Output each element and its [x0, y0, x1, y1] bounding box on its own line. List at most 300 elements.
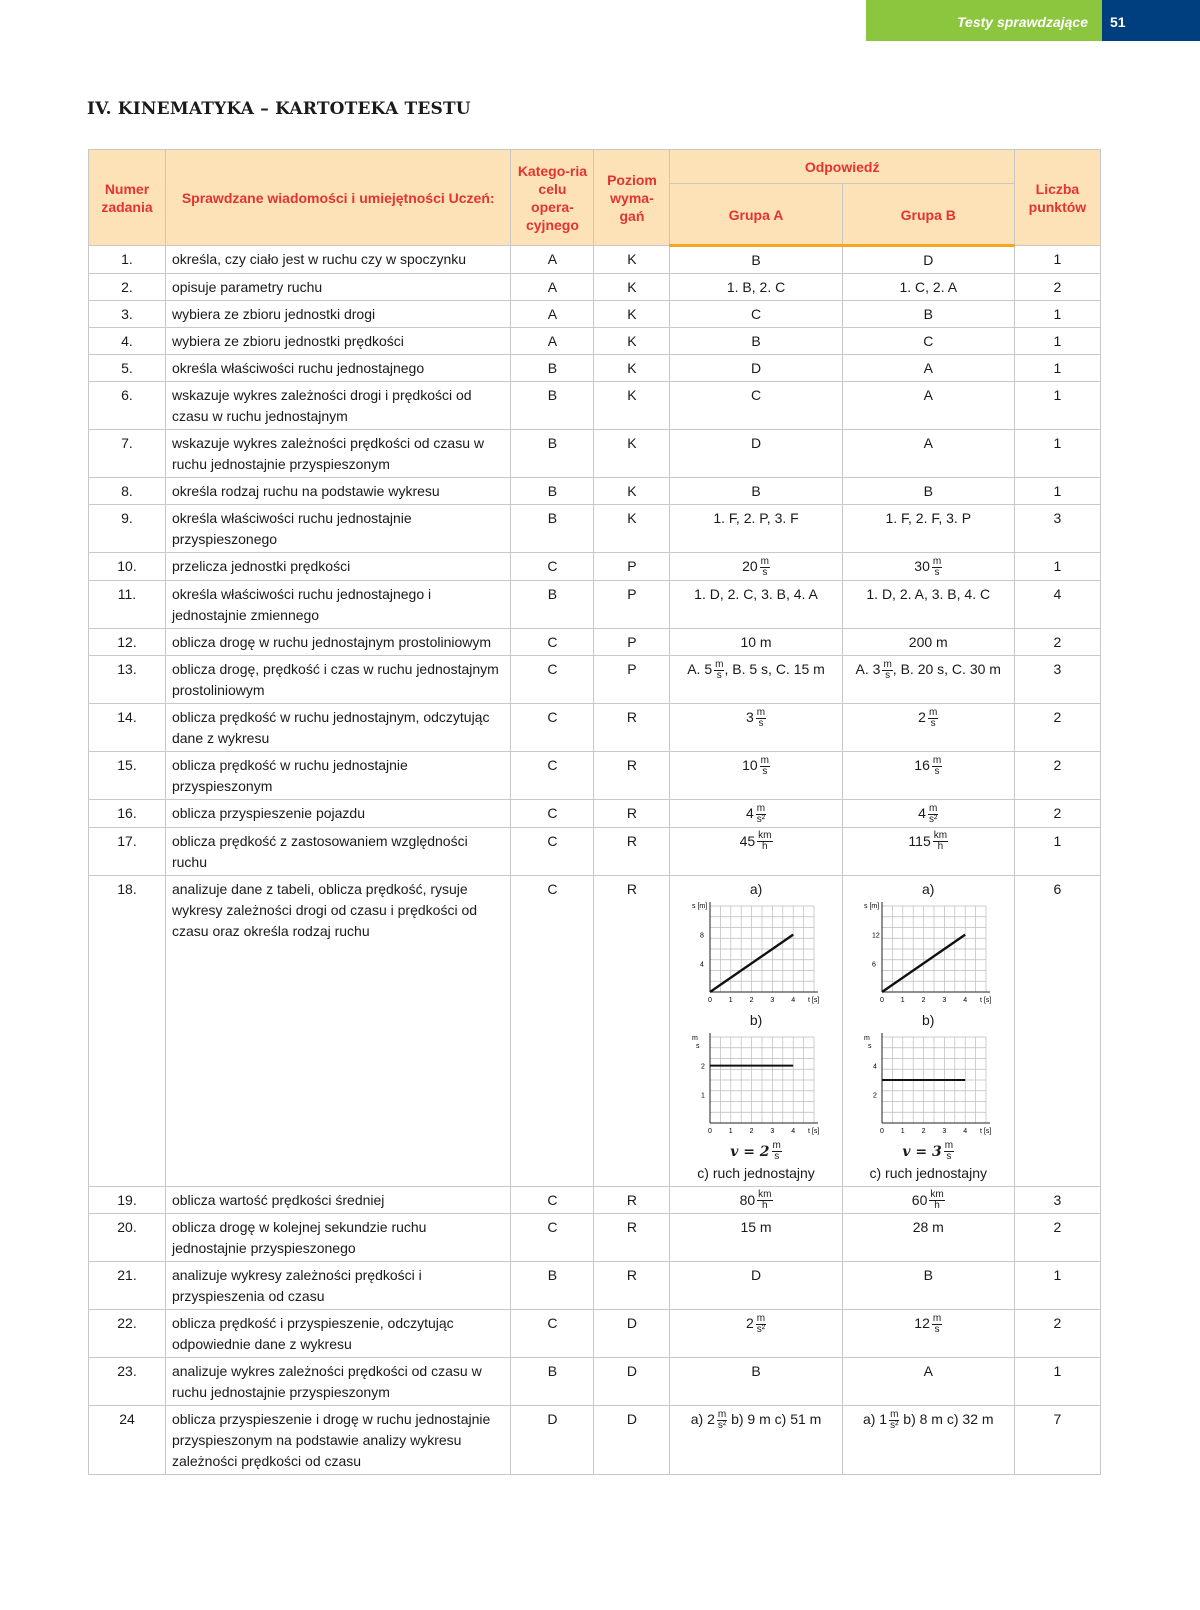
table-row	[89, 1214, 1101, 1262]
v-tick-label: 2	[701, 1063, 705, 1071]
skill-description: analizuje dane z tabeli, oblicza prędkość, rysuje wykresy zależności drogi od czasu i prędkości od czasu oraz określa rodzaj ruchu	[165, 875, 510, 1186]
answer-value: 1. F, 2. F, 3. P	[885, 510, 972, 526]
unit-fraction	[932, 557, 942, 578]
unit-fraction	[757, 831, 772, 852]
answer-value: B	[751, 483, 761, 499]
level: P	[594, 580, 670, 628]
level: P	[594, 553, 670, 581]
t-tick-label: 2	[749, 1127, 754, 1135]
category: C	[511, 799, 594, 827]
unit-denominator: s²	[928, 813, 938, 825]
skill-description: wybiera ze zbioru jednostki drogi	[165, 301, 510, 328]
t-axis-label: t [s]	[980, 1127, 992, 1135]
unit-fraction	[760, 557, 770, 578]
motion-type: c) ruch jednostajny	[697, 1164, 815, 1181]
level: K	[594, 246, 670, 274]
answer-a	[670, 1310, 842, 1358]
unit-fraction	[928, 708, 938, 729]
unit-fraction	[756, 804, 766, 825]
t-tick-label: 2	[921, 996, 926, 1004]
task-number: 20.	[89, 1214, 166, 1262]
t-tick-label: 4	[791, 996, 796, 1004]
graph-a-label: a)	[922, 880, 935, 897]
level: K	[594, 382, 670, 430]
t-tick-label: 1	[901, 996, 905, 1004]
answer-b	[842, 655, 1014, 703]
answer-value: A. 5	[687, 660, 713, 677]
skill-description: wskazuje wykres zależności drogi i prędkości od czasu w ruchu jednostajnym	[165, 382, 510, 430]
points: 2	[1014, 799, 1100, 827]
unit-denominator: s	[762, 566, 768, 578]
unit-numerator: m	[717, 1409, 727, 1421]
t-tick-label: 2	[749, 996, 754, 1004]
answer-a	[670, 580, 842, 628]
skill-description: oblicza przyspieszenie i drogę w ruchu jednostajnie przyspieszonym na podstawie analizy wykresu zależności prędkości od czasu	[165, 1406, 510, 1475]
unit-denominator: s	[934, 1324, 940, 1336]
answer-b	[842, 1358, 1014, 1406]
answer-b	[842, 328, 1014, 355]
points: 2	[1014, 274, 1100, 301]
answer-b	[842, 1406, 1014, 1475]
level: K	[594, 478, 670, 505]
velocity-value: v = 3	[902, 1143, 942, 1160]
skill-description: określa właściwości ruchu jednostajnego i jednostajnie zmiennego	[165, 580, 510, 628]
unit-fraction	[714, 660, 724, 681]
table-row	[89, 1406, 1101, 1475]
answer-value: 4	[918, 804, 926, 821]
answer-value: A	[923, 435, 933, 451]
unit-fraction	[760, 756, 770, 777]
answer-b	[842, 478, 1014, 505]
answer-value: C	[923, 333, 934, 349]
table-row	[89, 703, 1101, 751]
t-tick-label: 0	[708, 1127, 712, 1135]
skill-description: opisuje parametry ruchu	[165, 274, 510, 301]
level: R	[594, 751, 670, 799]
task-number: 13.	[89, 655, 166, 703]
answer-b	[842, 246, 1014, 274]
table-row	[89, 328, 1101, 355]
table-row	[89, 628, 1101, 655]
category: B	[511, 1262, 594, 1310]
task-number: 14.	[89, 703, 166, 751]
s-tick-label: 8	[700, 932, 704, 940]
answer-value: 115	[908, 832, 931, 849]
task-number: 8.	[89, 478, 166, 505]
v-tick-label: 1	[701, 1091, 705, 1099]
points: 4	[1014, 580, 1100, 628]
answer-value: 12	[914, 1315, 930, 1332]
t-tick-label: 0	[880, 1127, 885, 1135]
category: C	[511, 1186, 594, 1214]
task-number: 22.	[89, 1310, 166, 1358]
points: 7	[1014, 1406, 1100, 1475]
answer-b	[842, 505, 1014, 553]
answer-a	[670, 799, 842, 827]
answer-a	[670, 703, 842, 751]
answer-value: a) 1	[862, 1411, 888, 1428]
v-graph	[692, 1031, 820, 1141]
answer-rest: b) 8 m c) 32 m	[899, 1411, 994, 1428]
unit-numerator: m	[883, 658, 892, 670]
unit-numerator: m	[756, 706, 766, 718]
level: D	[594, 1358, 670, 1406]
answer-b	[842, 1310, 1014, 1358]
table-row	[89, 875, 1101, 1186]
answer-value: 20	[742, 558, 758, 574]
answer-b	[842, 301, 1014, 328]
points: 2	[1014, 1214, 1100, 1262]
category: C	[511, 655, 594, 703]
unit-fraction	[756, 708, 766, 729]
unit-denominator: h	[762, 1200, 768, 1212]
category: A	[511, 274, 594, 301]
answer-a	[670, 553, 842, 581]
skill-description: przelicza jednostki prędkości	[165, 553, 510, 581]
skill-description: określa właściwości ruchu jednostajnego	[165, 355, 510, 382]
answer-a	[670, 355, 842, 382]
t-tick-label: 3	[942, 1127, 947, 1135]
answer-value: 16	[914, 756, 930, 773]
answer-value: 30	[914, 558, 930, 574]
task-number: 3.	[89, 301, 166, 328]
points: 2	[1014, 703, 1100, 751]
level: K	[594, 328, 670, 355]
answer-a	[670, 301, 842, 328]
skill-description: oblicza prędkość i przyspieszenie, odczytując odpowiednie dane z wykresu	[165, 1310, 510, 1358]
level: R	[594, 875, 670, 1186]
answer-b	[842, 799, 1014, 827]
answer-value: B	[751, 252, 761, 268]
s-graph	[864, 900, 992, 1010]
s-tick-label: 6	[872, 960, 877, 968]
unit-numerator: m	[944, 1140, 954, 1152]
table-row	[89, 580, 1101, 628]
skill-description: oblicza drogę w ruchu jednostajnym prostoliniowym	[165, 628, 510, 655]
skill-description: wybiera ze zbioru jednostki prędkości	[165, 328, 510, 355]
skill-description: określa, czy ciało jest w ruchu czy w spoczynku	[165, 246, 510, 274]
unit-denominator: s	[762, 765, 768, 777]
task-number: 16.	[89, 799, 166, 827]
level: P	[594, 628, 670, 655]
answer-value: 10 m	[740, 633, 772, 650]
t-tick-label: 4	[791, 1127, 796, 1135]
col-group-a: Grupa A	[670, 184, 842, 246]
unit-fraction	[932, 1314, 942, 1335]
v-tick-label: 2	[873, 1091, 878, 1099]
answer-a	[670, 1262, 842, 1310]
answer-b	[842, 827, 1014, 875]
task-number: 1.	[89, 246, 166, 274]
answer-b	[842, 274, 1014, 301]
t-axis-label: t [s]	[808, 1127, 820, 1135]
answer-value: 1. B, 2. C	[726, 279, 786, 295]
level: D	[594, 1406, 670, 1475]
unit-fraction	[928, 804, 938, 825]
t-tick-label: 4	[963, 996, 968, 1004]
t-tick-label: 2	[921, 1127, 926, 1135]
points: 3	[1014, 655, 1100, 703]
unit-denominator: s	[930, 717, 936, 729]
table-row	[89, 301, 1101, 328]
unit-numerator: km	[758, 1189, 772, 1201]
unit-fraction	[933, 831, 948, 852]
page-title: IV. KINEMATYKA – KARTOTEKA TESTU	[87, 99, 471, 119]
answer-a	[670, 246, 842, 274]
answer-value: B	[923, 1267, 933, 1284]
category: C	[511, 827, 594, 875]
level: R	[594, 1186, 670, 1214]
answer-value: C	[750, 387, 762, 403]
unit-fraction	[882, 660, 892, 681]
unit-numerator: m	[932, 1313, 942, 1325]
unit-numerator: m	[760, 555, 769, 567]
answer-value: D	[750, 435, 762, 451]
skill-description: oblicza prędkość w ruchu jednostajnym, odczytując dane z wykresu	[165, 703, 510, 751]
unit-fraction	[944, 1141, 954, 1162]
unit-numerator: m	[928, 706, 938, 718]
task-number: 24	[89, 1406, 166, 1475]
t-tick-label: 1	[901, 1127, 905, 1135]
unit-numerator: m	[932, 555, 942, 567]
answer-rest: b) 9 m c) 51 m	[727, 1411, 822, 1428]
answer-value: 4	[745, 804, 754, 821]
v-axis-label-den: s	[696, 1042, 700, 1050]
answer-a	[670, 430, 842, 478]
unit-denominator: s	[885, 669, 891, 681]
answer-b	[842, 355, 1014, 382]
skill-description: oblicza drogę w kolejnej sekundzie ruchu jednostajnie przyspieszonego	[165, 1214, 510, 1262]
col-category: Katego-ria celu opera-cyjnego	[511, 150, 594, 246]
answer-a-graphs	[670, 875, 842, 1186]
level: K	[594, 505, 670, 553]
s-axis-label: s [m]	[692, 902, 708, 910]
skill-description: analizuje wykres zależności prędkości od czasu w ruchu jednostajnie przyspieszonym	[165, 1358, 510, 1406]
table-row	[89, 382, 1101, 430]
unit-denominator: s²	[756, 813, 766, 825]
unit-numerator: m	[772, 1140, 781, 1152]
unit-numerator: m	[928, 802, 938, 814]
skill-description: oblicza prędkość w ruchu jednostajnie przyspieszonym	[165, 751, 510, 799]
unit-fraction	[757, 1190, 772, 1211]
t-tick-label: 1	[728, 996, 733, 1004]
unit-denominator: s²	[717, 1420, 727, 1432]
category: B	[511, 382, 594, 430]
v-tick-label: 4	[873, 1063, 878, 1071]
skill-description: wskazuje wykres zależności prędkości od czasu w ruchu jednostajnie przyspieszonym	[165, 430, 510, 478]
points: 1	[1014, 328, 1100, 355]
points: 1	[1014, 827, 1100, 875]
answer-value: 45	[739, 832, 756, 849]
t-tick-label: 3	[942, 996, 947, 1004]
level: R	[594, 799, 670, 827]
points: 1	[1014, 355, 1100, 382]
unit-denominator: s	[946, 1151, 952, 1163]
v-axis-label-num: m	[692, 1034, 698, 1042]
points: 2	[1014, 628, 1100, 655]
points: 1	[1014, 1262, 1100, 1310]
answer-value: D	[750, 1267, 762, 1284]
category: A	[511, 301, 594, 328]
unit-numerator: km	[930, 1189, 944, 1201]
answer-a	[670, 382, 842, 430]
answer-value: 2	[918, 708, 926, 725]
answer-value: 15 m	[740, 1219, 772, 1236]
category: C	[511, 553, 594, 581]
answer-value: A	[923, 1363, 933, 1380]
task-number: 23.	[89, 1358, 166, 1406]
table-row	[89, 430, 1101, 478]
category: B	[511, 505, 594, 553]
t-axis-label: t [s]	[980, 996, 992, 1004]
task-number: 5.	[89, 355, 166, 382]
col-group-b: Grupa B	[842, 184, 1014, 246]
t-tick-label: 3	[770, 996, 775, 1004]
task-number: 9.	[89, 505, 166, 553]
points: 1	[1014, 478, 1100, 505]
task-number: 11.	[89, 580, 166, 628]
answer-value: C	[750, 306, 762, 322]
skill-description: oblicza przyspieszenie pojazdu	[165, 799, 510, 827]
level: K	[594, 430, 670, 478]
unit-denominator: s	[716, 669, 722, 681]
table-row	[89, 505, 1101, 553]
velocity-formula	[676, 1141, 835, 1163]
task-number: 2.	[89, 274, 166, 301]
answer-value: 60	[911, 1191, 928, 1208]
category: A	[511, 328, 594, 355]
unit-fraction	[929, 1190, 944, 1211]
answer-value: 2	[745, 1315, 754, 1332]
task-number: 10.	[89, 553, 166, 581]
unit-numerator: km	[758, 830, 772, 842]
level: K	[594, 355, 670, 382]
s-tick-label: 12	[872, 932, 881, 940]
unit-denominator: s	[934, 765, 940, 777]
v-axis-label-num: m	[864, 1034, 871, 1042]
unit-denominator: h	[937, 841, 944, 853]
answer-a	[670, 655, 842, 703]
level: D	[594, 1310, 670, 1358]
t-axis-label: t [s]	[808, 996, 820, 1004]
unit-fraction	[932, 756, 942, 777]
col-answer: Odpowiedź	[670, 150, 1014, 184]
unit-fraction	[889, 1410, 899, 1431]
unit-denominator: h	[762, 841, 768, 853]
unit-numerator: km	[933, 830, 948, 842]
table-row	[89, 1186, 1101, 1214]
s-axis-label: s [m]	[864, 902, 880, 910]
table-row	[89, 274, 1101, 301]
category: D	[511, 1406, 594, 1475]
task-number: 6.	[89, 382, 166, 430]
task-number: 7.	[89, 430, 166, 478]
graph-a-label: a)	[749, 880, 763, 897]
t-tick-label: 0	[708, 996, 712, 1004]
answer-value: A	[923, 387, 933, 403]
task-number: 19.	[89, 1186, 166, 1214]
points: 3	[1014, 1186, 1100, 1214]
answer-b	[842, 580, 1014, 628]
category: A	[511, 246, 594, 274]
v-graph	[864, 1031, 992, 1141]
level: K	[594, 301, 670, 328]
level: R	[594, 827, 670, 875]
skill-description: analizuje wykresy zależności prędkości i przyspieszenia od czasu	[165, 1262, 510, 1310]
level: R	[594, 703, 670, 751]
unit-denominator: s	[934, 566, 940, 578]
category: B	[511, 430, 594, 478]
unit-denominator: s²	[756, 1324, 766, 1336]
s-graph	[692, 900, 820, 1010]
answer-value: B	[923, 306, 933, 322]
points: 1	[1014, 1358, 1100, 1406]
table-row	[89, 1358, 1101, 1406]
unit-denominator: s²	[890, 1420, 899, 1432]
col-level: Poziom wyma-gań	[594, 150, 670, 246]
category: C	[511, 751, 594, 799]
points: 2	[1014, 1310, 1100, 1358]
answer-a	[670, 751, 842, 799]
answer-value: B	[751, 1363, 761, 1380]
table-row	[89, 355, 1101, 382]
points: 1	[1014, 430, 1100, 478]
level: P	[594, 655, 670, 703]
answer-value: 1. D, 2. C, 3. B, 4. A	[694, 585, 818, 602]
points: 3	[1014, 505, 1100, 553]
answer-a	[670, 1358, 842, 1406]
category: C	[511, 875, 594, 1186]
answer-b	[842, 553, 1014, 581]
s-tick-label: 4	[700, 960, 704, 968]
task-number: 18.	[89, 875, 166, 1186]
unit-numerator: m	[932, 754, 942, 766]
table-row	[89, 827, 1101, 875]
answer-a	[670, 1214, 842, 1262]
table-row	[89, 478, 1101, 505]
unit-fraction	[717, 1410, 727, 1431]
answer-b	[842, 628, 1014, 655]
category: C	[511, 703, 594, 751]
velocity-value: v = 2	[730, 1143, 770, 1160]
motion-type: c) ruch jednostajny	[869, 1164, 987, 1181]
category: B	[511, 1358, 594, 1406]
answer-value: a) 2	[690, 1411, 715, 1428]
answer-b	[842, 1214, 1014, 1262]
answer-rest: , B. 5 s, C. 15 m	[724, 660, 825, 677]
answer-b	[842, 382, 1014, 430]
category: C	[511, 628, 594, 655]
answer-a	[670, 1406, 842, 1475]
answer-a	[670, 628, 842, 655]
task-number: 12.	[89, 628, 166, 655]
table-row	[89, 655, 1101, 703]
table-row	[89, 1262, 1101, 1310]
answer-value: 3	[745, 708, 754, 725]
unit-numerator: m	[715, 658, 724, 670]
answer-a	[670, 827, 842, 875]
answer-b	[842, 751, 1014, 799]
answer-value: 1. D, 2. A, 3. B, 4. C	[866, 585, 991, 602]
points: 1	[1014, 246, 1100, 274]
category: B	[511, 478, 594, 505]
category: C	[511, 1214, 594, 1262]
unit-denominator: h	[934, 1200, 940, 1212]
answer-value: B	[923, 483, 933, 499]
skill-description: oblicza drogę, prędkość i czas w ruchu jednostajnym prostoliniowym	[165, 655, 510, 703]
unit-numerator: m	[890, 1409, 899, 1421]
answer-value: 200 m	[908, 633, 948, 650]
